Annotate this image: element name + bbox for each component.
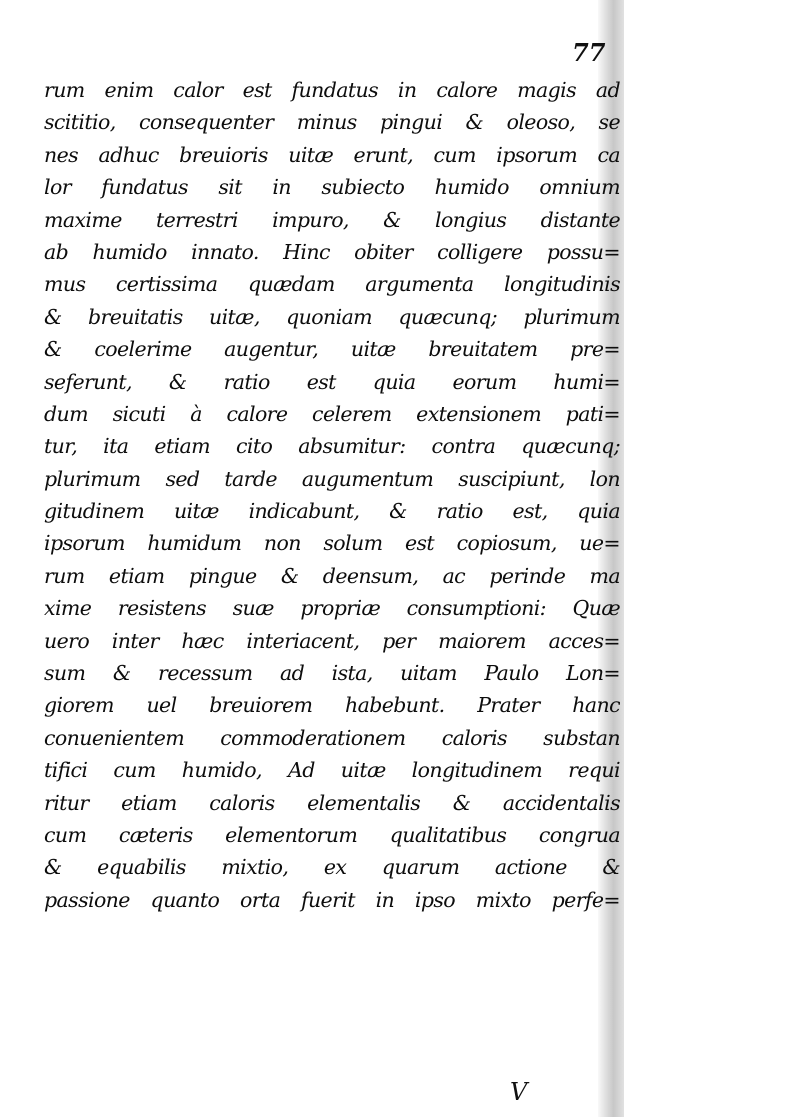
text-line: passione quanto orta fuerit in ipso mixto perfe=: [44, 887, 620, 912]
body-text: [44, 74, 620, 916]
facing-page-bleed: [630, 300, 800, 960]
text-line: cum cæteris elementorum qualitatibus congrua: [44, 822, 620, 847]
text-line: sum & recessum ad ista, uitam Paulo Lon=: [44, 661, 620, 686]
text-line: rum enim calor est fundatus in calore magis ad: [44, 78, 620, 102]
text-line: scititio, consequenter minus pingui & oleoso, se: [44, 110, 620, 135]
text-line: nes adhuc breuioris uitæ erunt, cum ipsorum ca: [44, 142, 620, 167]
text-line: & coelerime augentur, uitæ breuitatem pre=: [44, 337, 620, 362]
text-line: plurimum sed tarde augumentum suscipiunt, lon: [44, 466, 620, 491]
text-line: xime resistens suæ propriæ consumptioni: Quæ: [44, 596, 620, 621]
text-line: dum sicuti à calore celerem extensionem pati=: [44, 401, 620, 426]
text-line: ipsorum humidum non solum est copiosum, ue=: [44, 531, 620, 556]
text-line: tifici cum humido, Ad uitæ longitudinem requi: [44, 758, 620, 783]
text-line: maxime terrestri impuro, & longius distante: [44, 207, 620, 232]
text-line: conuenientem commoderationem caloris substan: [44, 725, 620, 750]
text-line: ritur etiam caloris elementalis & accidentalis: [44, 790, 620, 815]
text-line: seferunt, & ratio est quia eorum humi=: [44, 369, 620, 394]
text-line: lor fundatus sit in subiecto humido omnium: [44, 175, 620, 200]
page-number: 77: [572, 38, 606, 67]
text-line: & equabilis mixtio, ex quarum actione &: [44, 855, 620, 880]
text-line: rum etiam pingue & deensum, ac perinde ma: [44, 563, 620, 588]
text-line: gitudinem uitæ indicabunt, & ratio est, quia: [44, 499, 620, 524]
catchword: V: [510, 1078, 528, 1106]
text-line: uero inter hæc interiacent, per maiorem acces=: [44, 628, 620, 653]
text-line: ab humido innato. Hinc obiter colligere possu=: [44, 239, 620, 264]
text-line: mus certissima quædam argumenta longitudinis: [44, 272, 620, 297]
text-line: & breuitatis uitæ, quoniam quæcunq; plurimum: [44, 304, 620, 329]
text-line: giorem uel breuiorem habebunt. Prater hanc: [44, 693, 620, 718]
text-line: tur, ita etiam cito absumitur: contra quæcunq;: [44, 434, 620, 459]
